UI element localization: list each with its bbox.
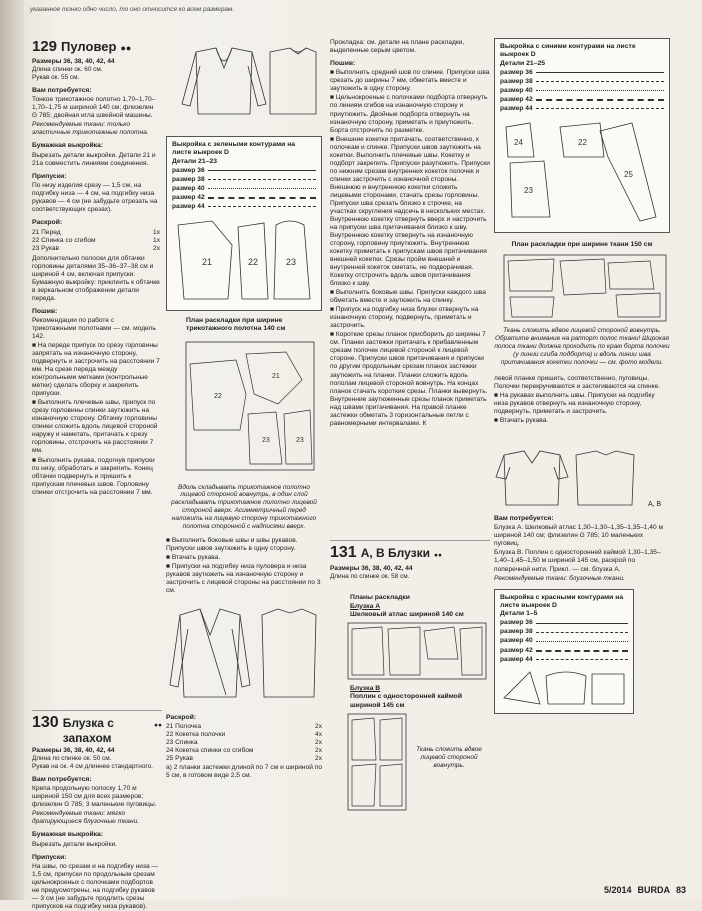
length-sleeve: Рукав на ок. 4 см длиннее стандартного.: [32, 763, 153, 771]
heading-cutting: Раскрой:: [166, 714, 197, 722]
need-131: [494, 515, 670, 583]
blouse-a-fabric: Шелковый атлас шириной 140 см: [350, 610, 464, 618]
part-name: 23 Рукав: [32, 245, 60, 253]
cutting-text: а) 2 планки застежки длиной по 7 см и шириной по 5 см, в готовом виде 2,5 см.: [166, 763, 322, 779]
line-sample: [536, 623, 628, 624]
box-details: Детали 1–5: [500, 610, 538, 618]
blouse-b-fabric: Поплин с односторонней каймой шириной 145 см: [350, 693, 463, 709]
heading-need: Вам потребуется:: [32, 775, 92, 783]
pattern-pieces-129: [172, 215, 316, 305]
part-name: 22 Спинка со сгибом: [32, 237, 96, 245]
part-row: [166, 739, 322, 747]
model-name: Пуловер: [61, 39, 117, 54]
heading-need: Вам потребуется:: [494, 515, 554, 523]
need-text: Крепа продольную полоску 1,70 м шириной 150 см для всех размеров; флизелин G 785; 3 маленькие пуговицы.: [32, 785, 157, 809]
model-name: А, В Блузки: [360, 546, 430, 560]
line-sample: [536, 641, 628, 642]
part-row: [166, 731, 322, 739]
layout-title-130: План раскладки при ширине ткани 150 см: [511, 241, 653, 248]
part-name: 21 Перед: [32, 229, 61, 237]
size-label: размер 40: [172, 184, 205, 192]
blouse-131-illustration: [494, 447, 670, 509]
sewing-bullet: ■ Внешние кокетки притачать, соответственно, к полочкам и спинке. Припуски швов заутюжить на кокетки. Выполнить плечевые швы. Кокетку и подборт закрепить. Припуски разутюжить. Припуски по нижним срезам внутренних кокеток полочек и спинки застрочить с изнаночной стороны. Внешнюю и внутреннюю кокетки сложить лицевыми сторонами, стачать срезы горловины. Припуски шва срезать близко к строчке, на участках скругления надсечь в нескольких местах. Внутреннюю кокетку отвернуть вверх и настрочить на припуски шва притачивания близко к шву. Внутреннюю кокетку отвернуть на изнаночную сторону, горловину приутюжить. Внутреннюю кокетку приметать к припускам швов притачивания внешней кокетки. Срезы пройм внешней и внутренней кокеток сметать, не подворачивая. Кокетку отстрочить вдоль швов притачивания близко к шву.: [330, 135, 490, 288]
line-sample: [536, 650, 628, 652]
layout-plan-131b: [330, 710, 410, 814]
sewing-bullet: ■ Выполнить боковые швы и швы рукавов. Припуски швов заутюжить в одну сторону.: [166, 537, 298, 553]
difficulty-dots: ●●: [154, 722, 162, 729]
bullet-text: Выполнить рукава, подогнув припуски по низу, обработать и закрепить. Конец обтачки подвернуть и пришить к припускам плечевых швов. Горловину спинки отстрочить на расстоянии 7 мм.: [32, 456, 155, 496]
allowances-text: На швы, по срезам и на подгибку низа — 1,5 см, припуски по продольным срезам цельнокроеных с полочками подбортов не предусмотрены, на подгибку рукавов — 3 см (не забудьте продлить срезы припусков на подгибку низа рукавов).: [32, 862, 159, 911]
length-back: Длина по спинке ок. 58 см.: [330, 572, 410, 580]
cutting-text: Дополнительно полоски для обтачки горловины деталями 35–36–37–38 см и шириной 4 см, включая припуски. Бумажную выкройку: приклеить к обтачке в зеркальном отображении детали переда.: [32, 254, 160, 302]
part-qty: 2x: [315, 746, 322, 754]
heading-allowances: Припуски:: [32, 172, 67, 180]
bullet-text: Припуск на подгибку низа блузки отвернуть на изнаночную сторону, подвернуть, приметать и застрочить.: [330, 306, 479, 330]
part-qty: 1x: [153, 229, 160, 237]
sewing-bullet: ■ На переде припуск по срезу горловины запрятать на изнаночную сторону, подвернуть и застрочить на расстоянии 7 мм. На срезе переда между контрольными метками (контрольные метки) сделать сборку и закрепить припуски.: [32, 342, 160, 398]
part-name: 22 Кокетка полочки: [166, 730, 226, 738]
page-number: 83: [675, 885, 686, 896]
svg-text:24: 24: [514, 138, 523, 147]
recommended-fabrics: Рекомендуемые ткани: мягко драпирующиеся блузочные ткани.: [32, 810, 140, 826]
part-qty: 2x: [153, 245, 160, 253]
difficulty-dots: ●●: [434, 552, 442, 559]
layout-plan-131a: [330, 619, 490, 685]
heading-paper: Бумажная выкройка:: [32, 831, 104, 839]
size-label: размер 40: [500, 637, 533, 645]
line-sample: [208, 170, 316, 171]
size-label: размер 42: [500, 95, 533, 103]
layout-caption-130: Ткань сложить вдвое лицевой стороной вовнутрь. Обратите внимание на раппорт полос ткани! Широкая полоса ткани должна проходить по краю борта полочки (у линии сгиба подборта) и вдоль линии шва притачивания кокетки полочки — см. фото модели.: [494, 327, 670, 366]
model-number: 129: [32, 38, 58, 55]
brand-name: BURDA: [637, 885, 670, 896]
need-b: Блузка B. Поплин с односторонней каймой 1,30–1,35–1,40–1,45–1,50 м шириной 145 см, раскрой по поперечной нити. Прикл. — см. блузка A.: [494, 549, 661, 573]
recommended-fabrics: Рекомендуемые ткани: блузочные ткани.: [494, 574, 625, 582]
bullet-text: Короткие срезы планок присборить до ширины 7 см. Планки застежки притачать к прибавленным срезам полочек лицевой стороной к лицевой стороне. Припуски швов притачивания и припуски по другим продольным срезам планок застежки заутюжить на планки. Планки сложить вдоль пополам лицевой стороной вовнутрь. На концах планок стачать короткие срезы. Планки вывернуть. Внутренние заутюженные срезы планок приметать над швами притачивания. На правой планке застежки обметать 3 горизонтальные петли с равномерными интервалами. К: [330, 331, 488, 427]
size-label: размер 44: [500, 655, 533, 663]
line-sample: [536, 659, 628, 660]
svg-text:21: 21: [272, 372, 280, 380]
sewing-bullet: ■ Короткие срезы планок присборить до ширины 7 см. Планки застежки притачать к прибавленным срезам полочек лицевой стороной к лицевой стороне. Припуски швов притачивания и припуски по другим продольным срезам планок застежки заутюжить на планки. Планки сложить вдоль пополам лицевой стороной вовнутрь. На концах планок стачать короткие срезы. Планки вывернуть. Внутренние заутюженные срезы планок приметать над швами притачивания. На правой планке застежки обметать 3 горизонтальные петли с равномерными интервалами. К: [330, 331, 488, 427]
svg-text:21: 21: [202, 257, 213, 267]
pattern-pieces-131: [500, 668, 628, 708]
layout-plan-130: [494, 249, 670, 327]
need-text: Тонкое трикотажное полотно 1,70–1,70–1,70–1,75 м шириной 140 см; флизелин G 785; двойная игла швейной машины.: [32, 96, 156, 120]
size-label: размер 42: [172, 193, 205, 201]
need-a: Блузка A. Шелковый атлас 1,30–1,30–1,35–1,35–1,40 м шириной 140 см; флизелин G 785; 10 маленьких пуговиц.: [494, 524, 663, 548]
size-legend-row: [172, 185, 316, 193]
part-qty: 2x: [315, 754, 322, 762]
sewing-text: Рекомендации по работе с трикотажными полотнами — см. модель 142.: [32, 316, 156, 341]
bullet-text: Выполнить плечевые швы, припуск по срезу горловины спинки заутюжить на изнаночную сторону. Обтачку горловины спинки сложить вдоль лицевой стороной наружу и наметать, притачать к срезу горловины, отстрочить на расстоянии 7 мм.: [32, 399, 158, 455]
svg-text:22: 22: [578, 138, 587, 147]
column-2: [166, 44, 322, 780]
part-row: [166, 747, 322, 755]
heading-need: Вам потребуется:: [32, 86, 92, 94]
part-name: 25 Рукав: [166, 754, 194, 762]
interfacing-note: Прокладка: см. детали на плане раскладки, выделенные серым цветом.: [330, 39, 465, 55]
heading-sewing: Пошив:: [330, 60, 356, 68]
pattern-box-129: [166, 136, 322, 311]
size-label: размер 38: [500, 77, 533, 85]
layout-plan-129: [166, 334, 322, 484]
difficulty-dots: ●●: [120, 43, 132, 53]
heading-cutting: Раскрой:: [32, 219, 63, 227]
size-legend-row: [500, 78, 664, 86]
bullet-text: Внешние кокетки притачать, соответственно, к полочкам и спинке. Припуски швов заутюжить на кокетки. Выполнить плечевые швы. Кокетку и подборт закрепить. Припуски разутюжить. Припуски по нижним срезам внутренних кокеток полочек и спинки застрочить с изнаночной стороны. Внешнюю и внутреннюю кокетки сложить лицевыми сторонами, стачать срезы горловины. Припуски шва срезать близко к строчке, на участках скругления надсечь в нескольких местах. Внутреннюю кокетку отвернуть вверх и настрочить на припуски шва притачивания близко к шву. Внутреннюю кокетку отвернуть на изнаночную сторону, горловину приутюжить. Внутреннюю кокетку приметать к припускам швов притачивания внешней кокетки. Срезы пройм внешней и внутренней кокеток сметать, не подворачивая. Кокетку отстрочить вдоль швов притачивания близко к шву.: [330, 135, 490, 288]
part-name: 24 Кокетка спинки со сгибом: [166, 746, 254, 754]
size-legend-row: [500, 647, 628, 655]
model-variants: A, B: [648, 500, 662, 508]
part-row: [32, 245, 160, 253]
box-title: Выкройка с красными контурами на листе выкроек D: [500, 593, 624, 609]
model-name: Блузка с запахом: [62, 716, 114, 745]
size-legend-row: [500, 69, 664, 77]
sewing-bullet: ■ Выполнить боковые швы. Припуски каждого шва обметать вместе и заутюжить на спинку.: [330, 289, 486, 305]
size-legend-row: [500, 105, 664, 113]
size-legend-row: [172, 194, 316, 202]
size-label: размер 38: [500, 628, 533, 636]
line-sample: [536, 108, 664, 109]
line-sample: [536, 632, 628, 633]
sewing-bullet: ■ Втачать рукава.: [494, 417, 549, 425]
column-4: [494, 38, 670, 714]
layout-title-129: План раскладки при ширине трикотажного полотна 140 см: [186, 317, 286, 333]
sewing-bullet: ■ Припуск на подгибку низа блузки отвернуть на изнаночную сторону, подвернуть, приметать и застрочить.: [330, 306, 479, 330]
model-number: 130: [32, 714, 59, 731]
size-legend-row: [500, 656, 628, 664]
line-sample: [208, 197, 316, 199]
size-legend-row: [500, 619, 628, 627]
size-legend-row: [500, 628, 628, 636]
top-note: указанное тонко одно число, то оно относится ко всем размерам.: [30, 6, 235, 13]
size-legend-row: [172, 176, 316, 184]
model-131-block: [330, 540, 490, 814]
heading-allowances: Припуски:: [32, 853, 67, 861]
blouse-130-technical-drawing: [166, 605, 322, 709]
blouse-131-technical-drawing: [494, 447, 644, 509]
size-legend-row: [500, 637, 628, 645]
box-title: Выкройка с зелеными контурами на листе выкроек D: [172, 141, 296, 157]
bullet-text: Втачать рукава.: [499, 417, 549, 425]
part-qty: 4x: [315, 730, 322, 738]
size-label: размер 36: [500, 619, 533, 627]
part-name: 23 Спинка: [166, 738, 198, 746]
layout-title-131: Планы раскладки: [350, 594, 410, 602]
line-sample: [536, 81, 664, 82]
svg-text:23: 23: [296, 436, 304, 444]
pattern-box-131: [494, 589, 634, 714]
line-sample: [536, 99, 664, 101]
model-number: 131: [330, 544, 357, 561]
bullet-text: На переде припуск по срезу горловины запрятать на изнаночную сторону, подвернуть и застрочить на расстоянии 7 мм. На срезе переда между контрольными метками (контрольные метки) сделать сборку и закрепить припуски.: [32, 342, 160, 398]
size-label: размер 44: [172, 202, 205, 210]
size-label: размер 42: [500, 646, 533, 654]
line-sample: [208, 179, 316, 180]
part-name: 21 Полочка: [166, 722, 202, 730]
part-qty: 2x: [315, 738, 322, 746]
size-label: размер 36: [172, 166, 205, 174]
svg-text:23: 23: [286, 257, 297, 267]
column-1: [32, 38, 160, 497]
sewing-bullet: ■ Цельнокроеные с полочками подборта отвернуть по линиям сгибов на изнаночную сторону и приутюжить. Двойные подборта отвернуть на изнаночную сторону, приметать и приутюжить. Борта отстрочить по разметке.: [330, 94, 488, 134]
sewing-bullet: ■ Выполнить средний шов по спинке. Припуски шва срезать до ширины 7 мм, обметать вместе и заутюжить в одну сторону.: [330, 69, 490, 93]
model-130-title: [32, 710, 162, 745]
sizes: Размеры 36, 38, 40, 42, 44: [32, 747, 115, 755]
page-folio: [604, 885, 686, 896]
bullet-text: Выполнить средний шов по спинке. Припуски шва срезать до ширины 7 мм, обметать вместе и заутюжить в одну сторону.: [330, 69, 490, 93]
cutting-130: [166, 714, 322, 780]
size-legend-row: [500, 87, 664, 95]
page-binding: [0, 0, 24, 900]
part-qty: 2x: [315, 722, 322, 730]
box-title: Выкройка с синими контурами на листе выкроек D: [500, 43, 636, 59]
pullover-technical-drawing: [166, 44, 322, 132]
column-3: [330, 38, 490, 428]
bullet-text: Цельнокроеные с полочками подборта отвернуть по линиям сгибов на изнаночную сторону и приутюжить. Двойные подборта отвернуть на изнаночную сторону, приметать и приутюжить. Борта отстрочить по разметке.: [330, 94, 488, 134]
line-sample: [536, 72, 664, 73]
bullet-text: На рукавах выполнить швы. Припуски на подгибку низа рукавов отвернуть на изнаночную сторону, подвернуть, приметать и застрочить.: [494, 391, 655, 416]
pattern-pieces-130: [500, 117, 664, 227]
line-sample: [536, 90, 664, 91]
size-label: размер 44: [500, 104, 533, 112]
size-legend-row: [172, 203, 316, 211]
bullet-text: Выполнить боковые швы. Припуски каждого шва обметать вместе и заутюжить на спинку.: [330, 289, 486, 305]
size-label: размер 40: [500, 86, 533, 94]
model-129-title: [32, 38, 160, 56]
svg-text:22: 22: [214, 392, 222, 400]
sewing-bullet: ■ Припуски на подгибку низа пуловера и низа рукавов заутюжить на изнаночную сторону и застрочить с лицевой стороны на расстоянии по 3 см.: [166, 563, 321, 595]
box-details: Детали 21–23: [172, 157, 218, 165]
box-details: Детали 21–25: [500, 59, 546, 67]
length-back: Длина спинки ок. 60 см.: [32, 66, 103, 74]
bullet-text: Выполнить боковые швы и швы рукавов. Припуски швов заутюжить в одну сторону.: [166, 537, 298, 553]
size-label: размер 36: [500, 68, 533, 76]
model-130-block: [32, 710, 162, 911]
heading-paper: Бумажная выкройка:: [32, 142, 104, 150]
continuation-text: левой планке пришить, соответственно, пуговицы. Полочки перекручиваются и застегиваются на спинке.: [494, 374, 661, 390]
layout-b-row: [330, 710, 490, 814]
paper-text: Вырезать детали выкройки.: [32, 840, 117, 848]
part-qty: 1x: [153, 237, 160, 245]
svg-text:23: 23: [262, 436, 270, 444]
sewing-bullet: ■ Втачать рукава.: [166, 554, 221, 562]
blouse-a-heading: Блузка A: [350, 602, 381, 610]
part-row: [166, 723, 322, 731]
heading-sewing: Пошив:: [32, 307, 58, 315]
size-legend-row: [172, 167, 316, 175]
size-label: размер 38: [172, 175, 205, 183]
issue-number: 5/2014: [603, 885, 632, 896]
bullet-text: Втачать рукава.: [171, 554, 221, 562]
sizes: Размеры 36, 38, 40, 42, 44: [330, 564, 413, 572]
svg-text:23: 23: [524, 186, 533, 195]
length-sleeve: Рукав ок. 55 см.: [32, 74, 80, 82]
bullet-text: Припуски на подгибку низа пуловера и низа рукавов заутюжить на изнаночную сторону и застрочить с лицевой стороны на расстоянии по 3 см.: [166, 563, 321, 595]
sewing-bullet: ■ Выполнить рукава, подогнув припуски по низу, обработать и закрепить. Конец обтачки подвернуть и пришить к припускам плечевых швов. Горловину спинки отстрочить на расстоянии 7 мм.: [32, 456, 155, 496]
size-legend-row: [500, 96, 664, 104]
layout-caption-129: Вдоль складывать трикотажное полотно лицевой стороной вовнутрь, в один слой раскладывать трикотажное полотно лицевой стороной вверх. Асимметричный перед наложить на лицевую сторону трикотажного полотна сторонной с надписями вверх.: [171, 483, 317, 531]
paper-text: Вырезать детали выкройки. Детали 21 и 21а совместить линиями соединения.: [32, 151, 156, 167]
model-131-title: [330, 540, 490, 563]
svg-text:25: 25: [624, 170, 633, 179]
sewing-bullet: ■ На рукавах выполнить швы. Припуски на подгибку низа рукавов отвернуть на изнаночную сторону, подвернуть, приметать и застрочить.: [494, 391, 655, 416]
recommended-fabrics: Рекомендуемые ткани: только эластичные трикотажные полотна.: [32, 121, 149, 137]
svg-text:22: 22: [248, 257, 259, 267]
parts-list: [32, 229, 160, 253]
line-sample: [208, 188, 316, 189]
pattern-box-130: [494, 38, 670, 233]
sewing-bullet: ■ Выполнить плечевые швы, припуск по срезу горловины спинки заутюжить на изнаночную сторону. Обтачку горловины спинки сложить вдоль лицевой стороной наружу и наметать, притачать к срезу горловины, отстрочить на расстоянии 7 мм.: [32, 399, 158, 455]
allowances-text: По низу изделия срезу — 1,5 см, на подгибку низа — 4 см, на подгибку низа рукавов — 4 см (не забудьте отрезать на соответствующих срезах).: [32, 182, 158, 214]
line-sample: [208, 206, 316, 207]
blouse-b-heading: Блузка B: [350, 685, 381, 693]
layout-caption-131: Ткань сложить вдвое лицевой стороной вовнутрь.: [416, 746, 482, 769]
length-back: Длина по спинке ок. 50 см.: [32, 755, 112, 763]
part-row: [32, 237, 160, 245]
sizes: Размеры 36, 38, 40, 42, 44: [32, 58, 115, 66]
part-row: [166, 755, 322, 763]
